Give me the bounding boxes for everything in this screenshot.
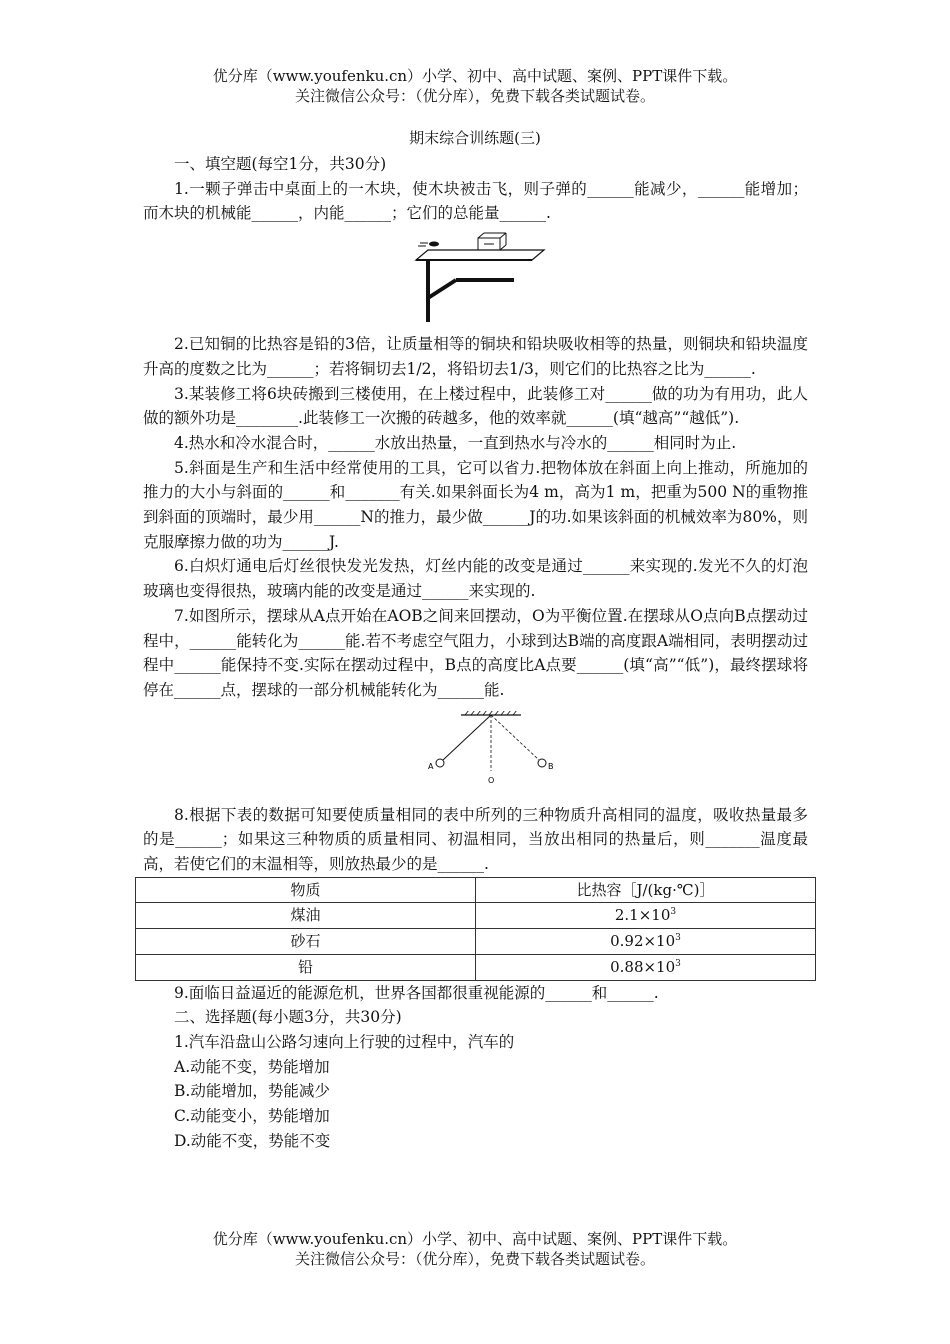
question-3: 3.某装修工将6块砖搬到三楼使用，在上楼过程中，此装修工对______做的功为有用功，此人做的额外功是________.此装修工一次搬的砖越多，他的效率就______(填“越高”“越低”).: [143, 384, 808, 428]
value-exponent: 3: [670, 907, 677, 918]
wood-block-edge: [500, 233, 506, 238]
question-7: 7.如图所示，摆球从A点开始在AOB之间来回摆动，O为平衡位置.在摆球从O点向B点摆动过程中，______能转化为______能.若不考虑空气阻力，小球到达B端的高度跟A端相同，表明摆动过程中______能保持不变.实际在摆动过程中，B点的高度比A点要______(填“高”“低”)，最终摆球将停在______点，摆球的一部分机械能转化为______能.: [143, 606, 808, 699]
page-title: 期末综合训练题(三): [409, 129, 541, 147]
label-o: O: [488, 775, 495, 785]
table-header-cell: 比热容［J/(kg·℃)］: [476, 877, 816, 903]
value-base: 0.92×10: [610, 932, 676, 951]
table-cell-substance: 砂石: [136, 929, 476, 955]
question-6: 6.白炽灯通电后灯丝很快发光发热，灯丝内能的改变是通过______来实现的.发光不久的灯泡玻璃也变得很热，玻璃内能的改变是通过______来实现的.: [143, 557, 808, 601]
label-b: B: [548, 761, 554, 771]
swing-dashed-line: [491, 715, 539, 760]
choice-question-1: 1.汽车沿盘山公路匀速向上行驶的过程中，汽车的: [174, 1032, 515, 1051]
label-a: A: [428, 761, 434, 771]
question-8: 8.根据下表的数据可知要使质量相同的表中所列的三种物质升高相同的温度，吸收热量最多的是______；如果这三种物质的质量相同、初温相同，当放出相同的热量后，则_______温度最高，若使它们的末温相等，则放热最少的是______.: [143, 805, 808, 874]
table-cell-value: [476, 903, 816, 929]
header-line-2: 关注微信公众号：（优分库），免费下载各类试题试卷。: [294, 87, 655, 105]
value-exponent: 3: [675, 933, 681, 944]
footer-line-1: 优分库（www.youfenku.cn）小学、初中、高中试题、案例、PPT课件下载。: [212, 1230, 738, 1248]
question-4: 4.热水和冷水混合时，______水放出热量，一直到热水与冷水的______相同时为止.: [174, 433, 737, 452]
wood-block-edge: [500, 245, 506, 250]
option-b: B.动能增加，势能减少: [174, 1082, 330, 1101]
section1-heading: 一、填空题(每空1分，共30分): [174, 155, 387, 173]
pendulum-ball-a: [436, 759, 444, 767]
table-cell-substance: 铅: [136, 954, 476, 980]
wood-block-edge: [478, 233, 484, 238]
section2-heading: 二、选择题(每小题3分，共30分): [174, 1008, 402, 1027]
option-d: D.动能不变，势能不变: [174, 1131, 331, 1150]
table-block-bullet-figure: [414, 230, 564, 330]
table-header-row: [136, 877, 816, 903]
table-cell-substance: 煤油: [136, 903, 476, 929]
table-row: [136, 954, 816, 980]
table-brace: [428, 280, 456, 298]
option-c: C.动能变小，势能增加: [174, 1107, 330, 1126]
header-line-1: 优分库（www.youfenku.cn）小学、初中、高中试题、案例、PPT课件下载。: [212, 67, 738, 85]
value-base: 0.88×10: [610, 957, 676, 976]
table-cell-value: [476, 929, 816, 955]
specific-heat-table: [135, 877, 816, 981]
question-1: 1.一颗子弹击中桌面上的一木块，使木块被击飞，则子弹的______能减少，______能增加；而木块的机械能______，内能______；它们的总能量______.: [143, 179, 808, 223]
table-cell-value: [476, 954, 816, 980]
fill-in-section: [143, 152, 808, 1154]
question-9: 9.面临日益逼近的能源危机，世界各国都很重视能源的______和______.: [174, 983, 659, 1002]
footer-line-2: 关注微信公众号：（优分库），免费下载各类试题试卷。: [294, 1250, 655, 1268]
option-a: A.动能不变，势能增加: [174, 1057, 330, 1076]
table-header-cell: 物质: [136, 877, 476, 903]
value-exponent: 3: [675, 958, 681, 969]
pendulum-string: [443, 715, 491, 760]
bullet: [429, 242, 439, 247]
pendulum-ball-b: [538, 759, 546, 767]
pendulum-figure: [421, 711, 561, 789]
table-top: [416, 250, 544, 260]
table-row: [136, 903, 816, 929]
table-row: [136, 929, 816, 955]
value-base: 2.1×10: [614, 906, 671, 925]
question-2: 2.已知铜的比热容是铅的3倍，让质量相等的铜块和铅块吸收相等的热量，则铜块和铅块温度升高的度数之比为______；若将铜切去1/2，将铅切去1/3，则它们的比热容之比为______.: [143, 335, 808, 378]
question-5: 5.斜面是生产和生活中经常使用的工具，它可以省力.把物体放在斜面上向上推动，所施加的推力的大小与斜面的______和_______有关.如果斜面长为4 m，高为1 m，把重为500 N的重物推到斜面的顶端时，最少用______N的推力，最少做______J的功.如果该斜面的机械效率为80%，则克服摩擦力做的功为______J.: [143, 458, 808, 551]
